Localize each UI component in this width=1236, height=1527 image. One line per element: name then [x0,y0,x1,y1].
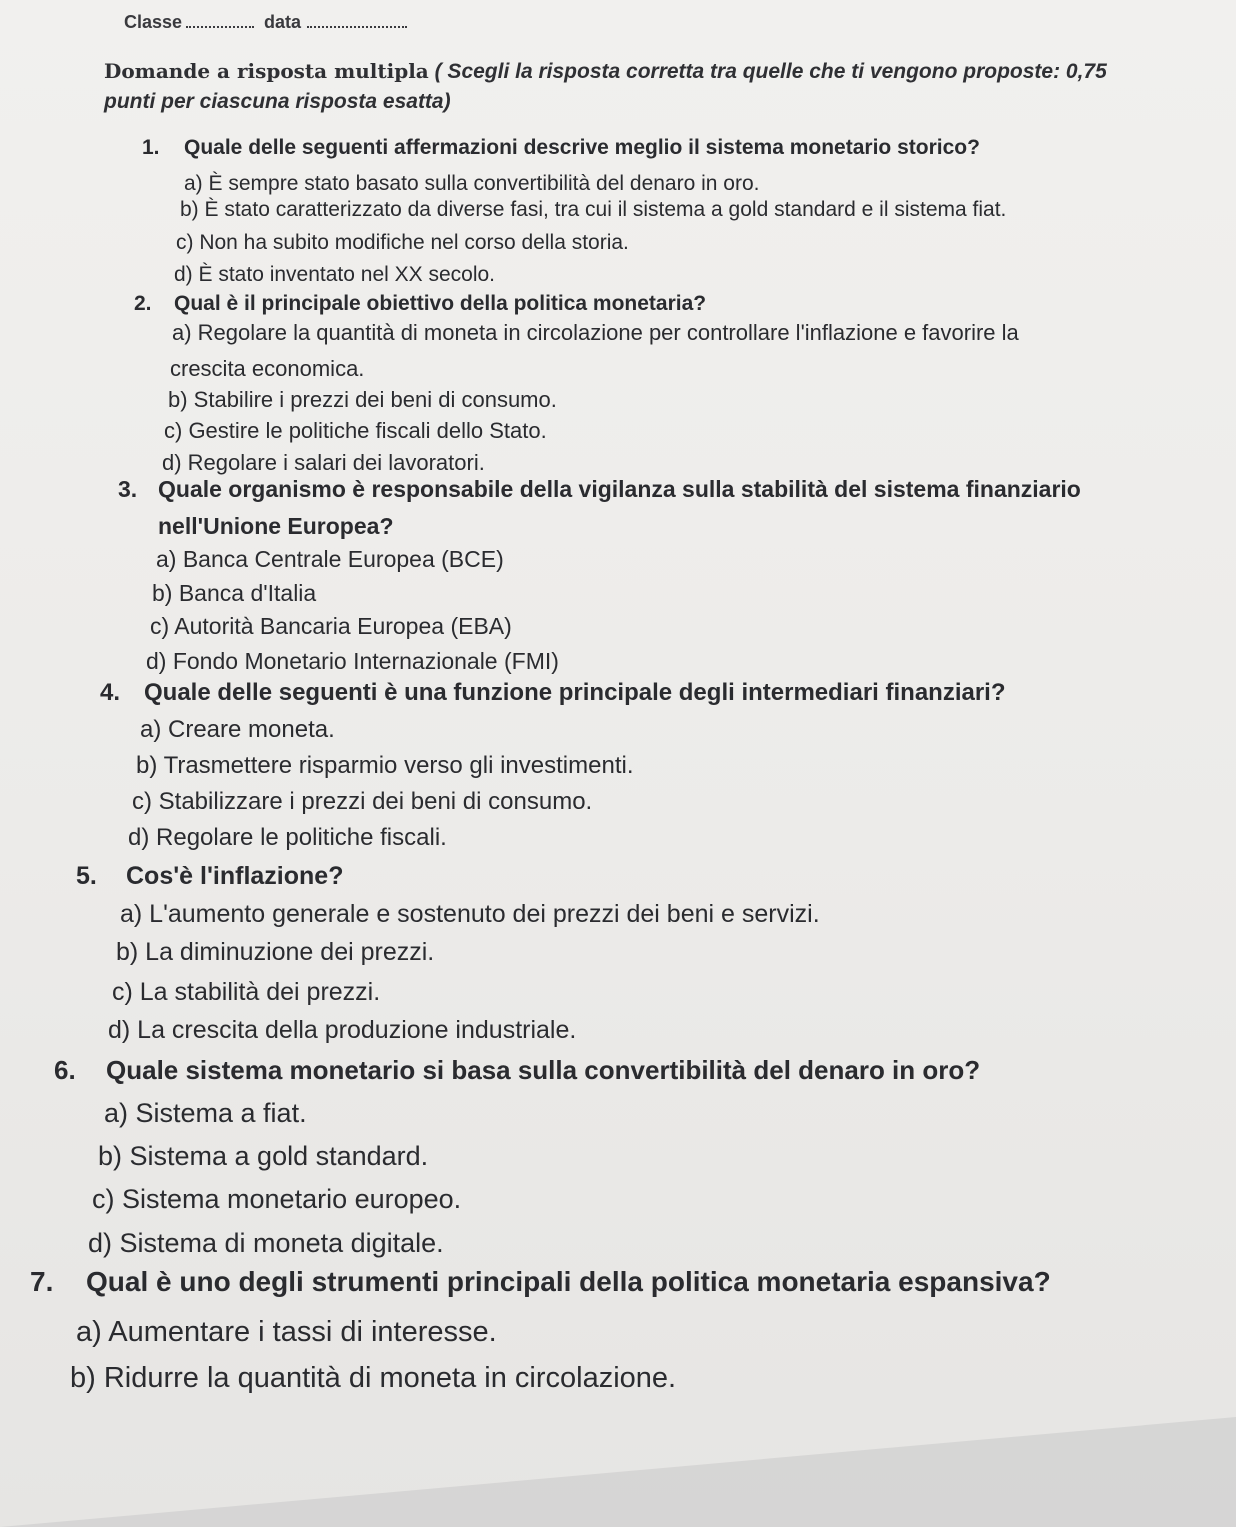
question-text: Quale organismo è responsabile della vigilanza sulla stabilità del sistema finanziario [158,476,1081,502]
question-text: Qual è il principale obiettivo della politica monetaria? [174,292,707,315]
q2-option-a: a) Regolare la quantità di moneta in circolazione per controllare l'inflazione e favorire la [172,320,1019,345]
q5-option-c: c) La stabilità dei prezzi. [112,978,381,1006]
q2-option-b: b) Stabilire i prezzi dei beni di consumo. [168,387,557,412]
q2-option-a-cont: crescita economica. [170,356,365,381]
q4-option-c: c) Stabilizzare i prezzi dei beni di consumo. [132,788,593,815]
question-text: Quale sistema monetario si basa sulla convertibilità del denaro in oro? [106,1055,981,1085]
question-4 [100,679,1006,707]
q3-option-a: a) Banca Centrale Europea (BCE) [156,546,504,572]
q5-option-d: d) La crescita della produzione industriale. [108,1016,577,1044]
question-6 [54,1055,980,1086]
classe-blank [186,14,254,28]
question-number: 4. [100,679,121,706]
q1-option-c: c) Non ha subito modifiche nel corso della storia. [176,231,629,254]
q1-option-d: d) È stato inventato nel XX secolo. [174,263,496,286]
question-5 [76,862,343,891]
q4-option-d: d) Regolare le politiche fiscali. [128,824,447,851]
data-blank [307,14,407,28]
q2-option-c: c) Gestire le politiche fiscali dello Stato. [164,418,547,443]
q3-option-d: d) Fondo Monetario Internazionale (FMI) [146,648,559,674]
question-text: Cos'è l'inflazione? [126,862,344,890]
q2-option-d: d) Regolare i salari dei lavoratori. [162,450,485,475]
question-number: 3. [118,476,138,502]
q3-option-b: b) Banca d'Italia [152,580,317,606]
question-3-cont: nell'Unione Europea? [158,513,394,539]
intro-title: Domande a risposta multipla [104,59,429,83]
intro [104,56,1184,117]
question-number: 6. [54,1055,76,1085]
header [124,12,407,33]
q5-option-b: b) La diminuzione dei prezzi. [116,938,435,966]
q3-option-c: c) Autorità Bancaria Europea (EBA) [150,613,512,639]
q4-option-b: b) Trasmettere risparmio verso gli investimenti. [136,752,634,779]
q6-option-b: b) Sistema a gold standard. [98,1141,429,1171]
data-label: data [264,12,302,32]
q1-option-a: a) È sempre stato basato sulla convertibilità del denaro in oro. [184,172,760,195]
question-text: Qual è uno degli strumenti principali della politica monetaria espansiva? [86,1266,1051,1297]
q6-option-c: c) Sistema monetario europeo. [92,1184,462,1214]
question-1 [142,136,980,160]
question-number: 5. [76,862,97,890]
question-text: Quale delle seguenti è una funzione principale degli intermediari finanziari? [144,679,1006,706]
q5-option-a: a) L'aumento generale e sostenuto dei prezzi dei beni e servizi. [120,900,820,928]
question-number: 2. [134,292,152,315]
question-number: 7. [30,1266,54,1297]
intro-instructions-cont: punti per ciascuna risposta esatta) [104,90,451,113]
question-text: Quale delle seguenti affermazioni descrive meglio il sistema monetario storico? [184,136,980,159]
question-number: 1. [142,136,160,159]
intro-instructions: ( Scegli la risposta corretta tra quelle che ti vengono proposte: 0,75 [434,60,1107,83]
question-7 [30,1266,1051,1298]
question-2 [134,292,706,316]
q1-option-b: b) È stato caratterizzato da diverse fasi, tra cui il sistema a gold standard e il sistema fiat. [180,198,1007,221]
q7-option-a: a) Aumentare i tassi di interesse. [76,1316,497,1348]
q6-option-d: d) Sistema di moneta digitale. [88,1228,444,1258]
q6-option-a: a) Sistema a fiat. [104,1098,307,1128]
question-3 [118,476,1081,503]
page-shadow [0,1417,1236,1527]
q4-option-a: a) Creare moneta. [140,716,335,743]
classe-label: Classe [124,12,183,32]
q7-option-b: b) Ridurre la quantità di moneta in circolazione. [70,1362,677,1394]
